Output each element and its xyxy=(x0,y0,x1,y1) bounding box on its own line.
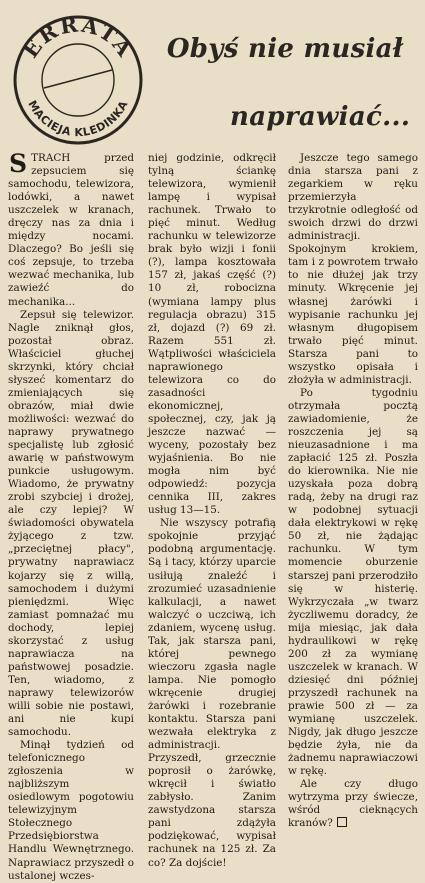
errata-logo xyxy=(8,10,148,150)
paragraph xyxy=(8,149,134,309)
article-column-1 xyxy=(8,149,134,882)
paragraph: Minął tydzień od telefonicznego zgłoszenia w najbliższym osiedlowym pogotowiu telewizyjnym Stołecznego Przedsiębiorstwa Handlu Wewnętrznego. Naprawiacz przyszedł o ustalonej wczes- xyxy=(8,739,134,882)
paragraph-text: TRACH przed zepsuciem się samochodu, telewizora, lodówki, a nawet uszczelek w kranach, dręczy nas za dnia i między nocami. Dlaczego? Bo jeśli się coś zepsuje, to trzeba wezwać mechanika, lub zawieźć do mechanika... xyxy=(8,152,134,308)
article-header xyxy=(0,0,425,150)
end-of-article-mark xyxy=(337,817,347,827)
logo-bottom-text: MACIEJA KLEDINKA xyxy=(25,98,131,140)
article-column-3 xyxy=(288,152,418,830)
paragraph xyxy=(288,778,418,830)
logo-top-text: ERRATA xyxy=(17,11,139,63)
article-title-line2: naprawiać... xyxy=(230,102,411,132)
paragraph: Zepsuł się telewizor. Nagle zniknął głos, pozostał obraz. Właściciel głuchej skrzynki, który chciał słyszeć komentarz do zmieniających się obrazów, miał dwie możliwości: wezwać do naprawy prywatnego specjalistę lub zgłosić awarię w państwowym punkcie usługowym. Wiadomo, że prywatny zrobi szybciej i drożej, ale czy lepiej? W świadomości obywatela żyjącego z tzw. „przeciętnej płacy", prywatny naprawiacz kojarzy się z willą, samochodem i dużymi pieniędzmi. Więc zamiast pomnażać mu dochody, lepiej skorzystać z usług naprawiacza na państwowej posadzie. Ten, wiadomo, z naprawy telewizorów willi sobie nie postawi, ani nie kupi samochodu. xyxy=(8,308,134,739)
article-column-2 xyxy=(148,152,276,869)
svg-text:ERRATA xyxy=(18,11,139,62)
paragraph: Nie wszyscy potrafią spokojnie przyjąć podobną argumentację. Są i tacy, którzy uparcie usiłują znaleźć i zrozumieć uzasadnienie kalkulacji, a nawet walczyć o uczciwą, ich zdaniem, wycenę usług. Tak, jak starsza pani, której pewnego wieczoru zgasła nagle lampa. Nie pomogło wkręcenie drugiej żarówki i rozebranie kontaktu. Starsza pani wezwała elektryka z administracji. Przyszedł, grzecznie poprosił o żarówkę, wkręcił i światło zabłysło. Zanim zawstydzona starsza pani zdążyła podziękować, wypisał rachunek na 125 zł. Za co? Za dojście! xyxy=(148,517,276,869)
paragraph: Jeszcze tego samego dnia starsza pani z zegarkiem w ręku przemierzyła trzykrotnie odległość od swoich drzwi do drzwi administracji. Spokojnym krokiem, tam i z powrotem trwało to nie dłużej jak trzy minuty. Wkręcenie jej własnej żarówki i wypisanie rachunku jej własnym długopisem trwało pięć minut. Starsza pani to wszystko opisała i złożyła w administracji. xyxy=(288,152,418,386)
paragraph: Po tygodniu otrzymała pocztą zawiadomienie, że roszczenia jej są nieuzasadnione i ma zapłacić 125 zł. Poszła do kierownika. Nie nie uzyskała poza dobrą radą, żeby na drugi raz w podobnej sytuacji dała elektrykowi w rękę 50 zł, nie żądając rachunku. W tym momencie oburzenie starszej pani przerodziło się w histerię. Wykrzyczała „w twarz życzliwemu doradcy, że mija miesiąc, jak dała hydraulikowi w rękę 200 zł za wymianę uszczelek w kranach. W dziesięć dni później przyszedł rachunek na prawie 500 zł — za wymianę uszczelek. Nigdy, jak długo jeszcze będzie żyła, nie da żadnemu naprawiaczowi w rękę. xyxy=(288,386,418,778)
paragraph-text: Ale czy długo wytrzyma przy świecze, wśród cieknących kranów? xyxy=(288,778,418,830)
drop-cap: S xyxy=(9,149,28,178)
article-title-line1: Obyś nie musiał xyxy=(166,34,404,64)
paragraph: niej godzinie, odkręcił tylną ściankę telewizora, wymienił lampę i wypisał rachunek. Trwało to pięć minut. Według rachunku w telewizorze brak było wizji i fonii (?), lampa kosztowała 157 zł, jakaś część (?) 10 zł, robocizna (wymiana lampy plus regulacja obrazu) 315 zł, dojazd (?) 69 zł. Razem 551 zł. Wątpliwości właściciela naprawionego telewizora co do zasadności ekonomicznej, społecznej, czy, jak ją jeszcze nazwać — wyceny, pozostały bez wyjaśnienia. Bo nie mogła nim być odpowiedź: pozycja cennika III, zakres usług 13—15. xyxy=(148,152,276,517)
